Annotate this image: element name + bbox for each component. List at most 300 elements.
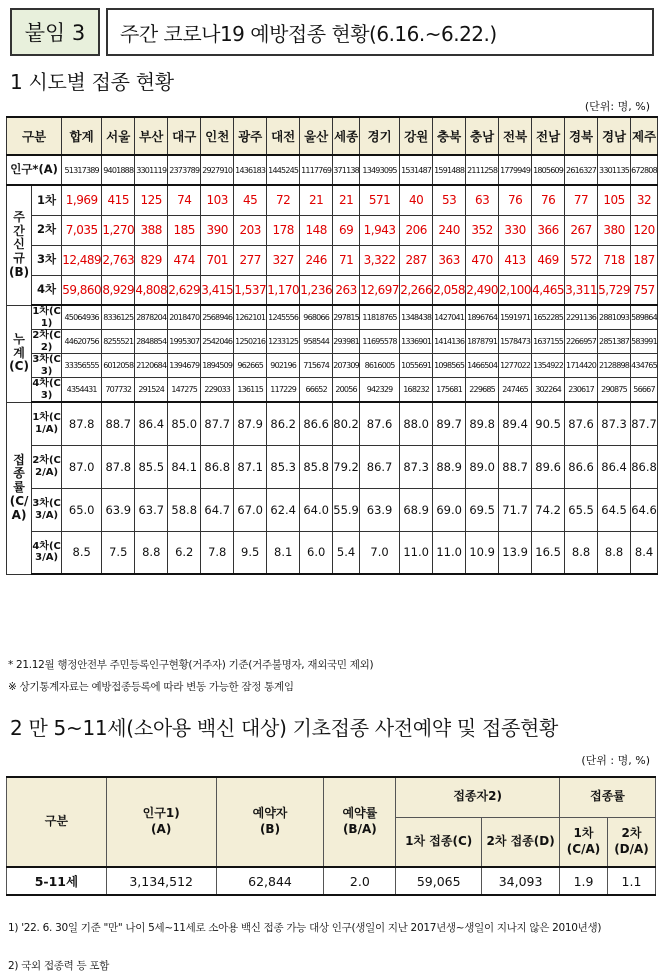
header-region: 광주 <box>234 117 267 155</box>
table-cell: 63.9 <box>360 488 400 531</box>
table-cell: 187 <box>631 245 658 275</box>
table-cell: 63 <box>466 185 499 215</box>
table-cell: 1,969 <box>62 185 102 215</box>
table-cell: 13.9 <box>499 531 532 574</box>
table-cell: 1,943 <box>360 215 400 245</box>
table-row <box>7 531 658 574</box>
table-cell: 4,808 <box>135 275 168 305</box>
row-label: 4차(C3/A) <box>32 531 62 574</box>
table-cell: 1531487 <box>400 155 433 185</box>
table-cell: 1578473 <box>499 330 532 354</box>
table-cell: 707732 <box>102 378 135 403</box>
table-cell: 571 <box>360 185 400 215</box>
table-cell: 380 <box>598 215 631 245</box>
table-cell: 44620756 <box>62 330 102 354</box>
header-region: 경기 <box>360 117 400 155</box>
table-cell: 56667 <box>631 378 658 403</box>
table-row <box>7 185 658 215</box>
table-cell: 942329 <box>360 378 400 403</box>
table-cell: 69 <box>333 215 360 245</box>
table-cell: 297815 <box>333 305 360 330</box>
table-cell: 69.0 <box>433 488 466 531</box>
table-cell: 474 <box>168 245 201 275</box>
t2-header-population: 인구1) (A) <box>106 777 216 867</box>
table-cell: 230617 <box>565 378 598 403</box>
table-cell: 51317389 <box>62 155 102 185</box>
regional-vaccination-table <box>6 116 658 575</box>
table-cell: 413 <box>499 245 532 275</box>
table-cell: 5.4 <box>333 531 360 574</box>
table-cell: 2128898 <box>598 354 631 378</box>
table-header-row <box>7 117 658 155</box>
table-row <box>7 305 658 330</box>
table-cell: 1336901 <box>400 330 433 354</box>
footnote-overseas: 2) 국외 접종력 등 포함 <box>8 960 110 972</box>
table-cell: 962665 <box>234 354 267 378</box>
row-label: 3차(C3/A) <box>32 488 62 531</box>
row-label: 1차 <box>32 185 62 215</box>
table-cell: 89.7 <box>433 402 466 445</box>
table-cell: 5,729 <box>598 275 631 305</box>
table-cell: 2,266 <box>400 275 433 305</box>
t2-header-reservation-rate: 예약률 (B/A) <box>324 777 396 867</box>
table-cell: 16.5 <box>532 531 565 574</box>
table-cell: 1414136 <box>433 330 466 354</box>
table-row <box>7 354 658 378</box>
table-cell: 88.9 <box>433 445 466 488</box>
table-cell: 85.3 <box>267 445 300 488</box>
table-cell: 86.8 <box>631 445 658 488</box>
table-cell: 589864 <box>631 305 658 330</box>
table-cell: 572 <box>565 245 598 275</box>
t2-header-rate2: 2차 (D/A) <box>607 817 655 867</box>
table-cell: 1250216 <box>234 330 267 354</box>
table-cell: 64.7 <box>201 488 234 531</box>
header-region: 세종 <box>333 117 360 155</box>
table-cell: 168232 <box>400 378 433 403</box>
header-category: 구분 <box>7 117 62 155</box>
table-cell: 86.7 <box>360 445 400 488</box>
table-cell: 302264 <box>532 378 565 403</box>
table-cell: 206 <box>400 215 433 245</box>
table-cell: 2542046 <box>201 330 234 354</box>
table-cell: 434765 <box>631 354 658 378</box>
table-cell: 1878791 <box>466 330 499 354</box>
table-cell: 74 <box>168 185 201 215</box>
table-cell: 2,490 <box>466 275 499 305</box>
header-region: 부산 <box>135 117 168 155</box>
table-cell: 1117769 <box>300 155 333 185</box>
table-cell: 87.1 <box>234 445 267 488</box>
table-cell: 10.9 <box>466 531 499 574</box>
table-cell: 1894509 <box>201 354 234 378</box>
table-cell: 69.5 <box>466 488 499 531</box>
table-cell: 66652 <box>300 378 333 403</box>
table-cell: 84.1 <box>168 445 201 488</box>
table-cell: 8.4 <box>631 531 658 574</box>
table-cell: 72 <box>267 185 300 215</box>
table-cell: 9401888 <box>102 155 135 185</box>
table-cell: 178 <box>267 215 300 245</box>
table-cell: 86.6 <box>300 402 333 445</box>
table-cell: 8336125 <box>102 305 135 330</box>
table-cell: 136115 <box>234 378 267 403</box>
table-cell: 352 <box>466 215 499 245</box>
section1-title: 1 시도별 접종 현황 <box>10 70 174 94</box>
table-cell: 1245556 <box>267 305 300 330</box>
table-cell: 390 <box>201 215 234 245</box>
table-cell: 1805609 <box>532 155 565 185</box>
table-cell: 2266957 <box>565 330 598 354</box>
table-cell: 2,629 <box>168 275 201 305</box>
row-label: 3차(C3) <box>32 354 61 377</box>
table-cell: 11.0 <box>433 531 466 574</box>
table-cell: 64.0 <box>300 488 333 531</box>
table-row <box>7 155 658 185</box>
table-cell: 371138 <box>333 155 360 185</box>
t2-cell-category: 5-11세 <box>7 867 107 895</box>
table-cell: 2881093 <box>598 305 631 330</box>
page-title: 주간 코로나19 예방접종 현황(6.16.~6.22.) <box>106 8 654 56</box>
table-cell: 74.2 <box>532 488 565 531</box>
table-cell: 87.6 <box>360 402 400 445</box>
table-cell: 7.5 <box>102 531 135 574</box>
table-cell: 87.3 <box>598 402 631 445</box>
table-row <box>7 488 658 531</box>
table-cell: 2851387 <box>598 330 631 354</box>
row-label: 3차 <box>32 245 62 275</box>
table-cell: 33356555 <box>62 354 102 378</box>
table-cell: 6.2 <box>168 531 201 574</box>
table-cell: 86.8 <box>201 445 234 488</box>
table-cell: 1436183 <box>234 155 267 185</box>
footnote-provisional: ※ 상기통계자료는 예방접종등록에 따라 변동 가능한 잠정 통계임 <box>8 681 294 693</box>
table-cell: 86.4 <box>598 445 631 488</box>
table-cell: 71 <box>333 245 360 275</box>
table-cell: 87.0 <box>62 445 102 488</box>
section2-unit: (단위 : 명, %) <box>581 754 650 767</box>
table-cell: 2848854 <box>135 330 168 354</box>
table-cell: 87.7 <box>631 402 658 445</box>
table-cell: 3301135 <box>598 155 631 185</box>
table-cell: 2291136 <box>565 305 598 330</box>
table-cell: 85.5 <box>135 445 168 488</box>
table-cell: 330 <box>499 215 532 245</box>
table-cell: 327 <box>267 245 300 275</box>
t2-header-reserved: 예약자 (B) <box>216 777 324 867</box>
table-cell: 388 <box>135 215 168 245</box>
table-cell: 80.2 <box>333 402 360 445</box>
table-cell: 2,763 <box>102 245 135 275</box>
table-cell: 71.7 <box>499 488 532 531</box>
table-cell: 1,170 <box>267 275 300 305</box>
table-cell: 207309 <box>333 354 360 378</box>
table-cell: 85.0 <box>168 402 201 445</box>
table-cell: 246 <box>300 245 333 275</box>
table-cell: 11695578 <box>360 330 400 354</box>
table-cell: 32 <box>631 185 658 215</box>
table-cell: 757 <box>631 275 658 305</box>
table-cell: 40 <box>400 185 433 215</box>
table-cell: 7.0 <box>360 531 400 574</box>
header-region: 서울 <box>102 117 135 155</box>
table-cell: 87.3 <box>400 445 433 488</box>
table-cell: 1445245 <box>267 155 300 185</box>
table-cell: 415 <box>102 185 135 215</box>
page-header <box>10 8 654 56</box>
row-label: 4차(C3) <box>32 378 61 401</box>
table-cell: 117229 <box>267 378 300 403</box>
table-cell: 1233125 <box>267 330 300 354</box>
table-cell: 53 <box>433 185 466 215</box>
header-region: 전북 <box>499 117 532 155</box>
t2-header-vaccinated: 접종자2) <box>396 777 560 817</box>
table-cell: 76 <box>532 185 565 215</box>
table-cell: 103 <box>201 185 234 215</box>
table-cell: 583991 <box>631 330 658 354</box>
table-cell: 829 <box>135 245 168 275</box>
row-label: 2차(C2/A) <box>32 445 62 488</box>
table-cell: 718 <box>598 245 631 275</box>
table-cell: 1652285 <box>532 305 565 330</box>
table-cell: 77 <box>565 185 598 215</box>
t2-cell-reservation-rate: 2.0 <box>324 867 396 895</box>
table-cell: 1,270 <box>102 215 135 245</box>
table-row <box>7 275 658 305</box>
table-cell: 1591488 <box>433 155 466 185</box>
table-cell: 6.0 <box>300 531 333 574</box>
table-cell: 1995307 <box>168 330 201 354</box>
t2-cell-rate1: 1.9 <box>560 867 608 895</box>
table-cell: 87.8 <box>62 402 102 445</box>
header-region: 대구 <box>168 117 201 155</box>
table-cell: 148 <box>300 215 333 245</box>
table-cell: 7.8 <box>201 531 234 574</box>
table-cell: 3,322 <box>360 245 400 275</box>
group-label-weekly: 주간신규(B) <box>7 185 32 305</box>
attachment-badge: 붙임 3 <box>10 8 100 56</box>
t2-cell-dose1: 59,065 <box>396 867 482 895</box>
table-cell: 1896764 <box>466 305 499 330</box>
table-cell: 470 <box>466 245 499 275</box>
table-cell: 1,236 <box>300 275 333 305</box>
table-cell: 13493095 <box>360 155 400 185</box>
table-cell: 293981 <box>333 330 360 354</box>
table-cell: 65.5 <box>565 488 598 531</box>
table-cell: 263 <box>333 275 360 305</box>
table-cell: 247465 <box>499 378 532 403</box>
table-cell: 88.7 <box>499 445 532 488</box>
table-cell: 105 <box>598 185 631 215</box>
table-cell: 89.8 <box>466 402 499 445</box>
table-cell: 2927910 <box>201 155 234 185</box>
row-label-population: 인구*(A) <box>7 155 62 185</box>
table-cell: 3301119 <box>135 155 168 185</box>
table-cell: 2120684 <box>135 354 168 378</box>
table-cell: 1348438 <box>400 305 433 330</box>
footnote-population: * 21.12월 행정안전부 주민등록인구현황(거주자) 기준(거주불명자, 재외국민 제외) <box>8 659 374 671</box>
table-cell: 87.8 <box>102 445 135 488</box>
table-cell: 20056 <box>333 378 360 403</box>
table-cell: 65.0 <box>62 488 102 531</box>
table-cell: 1262101 <box>234 305 267 330</box>
table-cell: 203 <box>234 215 267 245</box>
table-cell: 366 <box>532 215 565 245</box>
table-cell: 89.4 <box>499 402 532 445</box>
header-region: 강원 <box>400 117 433 155</box>
table-cell: 21 <box>300 185 333 215</box>
table-row <box>7 445 658 488</box>
table-cell: 59,860 <box>62 275 102 305</box>
table-cell: 12,489 <box>62 245 102 275</box>
table-cell: 2,100 <box>499 275 532 305</box>
table-cell: 1427041 <box>433 305 466 330</box>
table-cell: 68.9 <box>400 488 433 531</box>
table-cell: 1277022 <box>499 354 532 378</box>
table-cell: 3,415 <box>201 275 234 305</box>
table-cell: 58.8 <box>168 488 201 531</box>
table-cell: 958544 <box>300 330 333 354</box>
table-cell: 120 <box>631 215 658 245</box>
table-cell: 6012058 <box>102 354 135 378</box>
t2-cell-reserved: 62,844 <box>216 867 324 895</box>
table-cell: 12,697 <box>360 275 400 305</box>
table-cell: 147275 <box>168 378 201 403</box>
table-cell: 1098565 <box>433 354 466 378</box>
table-row <box>7 402 658 445</box>
t2-header-rate1: 1차 (C/A) <box>560 817 608 867</box>
table-row <box>7 215 658 245</box>
t2-cell-rate2: 1.1 <box>607 867 655 895</box>
table-cell: 8255521 <box>102 330 135 354</box>
t2-header-rate: 접종률 <box>560 777 656 817</box>
table-cell: 8.8 <box>598 531 631 574</box>
section1-unit: (단위: 명, %) <box>584 100 650 113</box>
table-cell: 4354431 <box>62 378 102 403</box>
table-cell: 290875 <box>598 378 631 403</box>
table-cell: 64.6 <box>631 488 658 531</box>
table-cell: 8.5 <box>62 531 102 574</box>
table-cell: 1637155 <box>532 330 565 354</box>
table-cell: 277 <box>234 245 267 275</box>
table-cell: 87.6 <box>565 402 598 445</box>
table-cell: 45064936 <box>62 305 102 330</box>
header-region: 경북 <box>565 117 598 155</box>
table-cell: 2018470 <box>168 305 201 330</box>
table-cell: 89.0 <box>466 445 499 488</box>
table-cell: 672808 <box>631 155 658 185</box>
header-region: 경남 <box>598 117 631 155</box>
table-cell: 2,058 <box>433 275 466 305</box>
table-cell: 363 <box>433 245 466 275</box>
group-label-cumulative: 누계(C) <box>7 305 32 402</box>
table-cell: 2568946 <box>201 305 234 330</box>
table-cell: 21 <box>333 185 360 215</box>
table-cell: 7,035 <box>62 215 102 245</box>
table-cell: 287 <box>400 245 433 275</box>
table-row <box>7 867 656 895</box>
table-cell: 4,465 <box>532 275 565 305</box>
table-cell: 902196 <box>267 354 300 378</box>
table-cell: 88.7 <box>102 402 135 445</box>
table-cell: 89.6 <box>532 445 565 488</box>
table-cell: 2616327 <box>565 155 598 185</box>
table-cell: 229033 <box>201 378 234 403</box>
table-cell: 8.8 <box>135 531 168 574</box>
table-row <box>7 245 658 275</box>
table-cell: 8616005 <box>360 354 400 378</box>
table-cell: 63.7 <box>135 488 168 531</box>
table-cell: 291524 <box>135 378 168 403</box>
t2-cell-dose2: 34,093 <box>482 867 560 895</box>
table-cell: 2111258 <box>466 155 499 185</box>
group-label-rate: 접종률(C/A) <box>7 402 32 574</box>
table-cell: 87.7 <box>201 402 234 445</box>
table-row <box>7 378 658 403</box>
child-vaccination-table <box>6 776 656 896</box>
table-cell: 1,537 <box>234 275 267 305</box>
table-cell: 62.4 <box>267 488 300 531</box>
t2-header-category: 구분 <box>7 777 107 867</box>
header-region: 울산 <box>300 117 333 155</box>
footnote-child-population: 1) '22. 6. 30일 기준 "만" 나이 5세~11세로 소아용 백신 접종 가능 대상 인구(생일이 지난 2017년생~생일이 지나지 않은 2010년생) <box>8 922 602 934</box>
t2-header-dose2: 2차 접종(D) <box>482 817 560 867</box>
table-cell: 90.5 <box>532 402 565 445</box>
table-cell: 267 <box>565 215 598 245</box>
table-cell: 45 <box>234 185 267 215</box>
table-cell: 11.0 <box>400 531 433 574</box>
row-label: 4차 <box>32 275 62 305</box>
table-cell: 715674 <box>300 354 333 378</box>
t2-cell-population: 3,134,512 <box>106 867 216 895</box>
table-cell: 229685 <box>466 378 499 403</box>
table-cell: 76 <box>499 185 532 215</box>
table-cell: 63.9 <box>102 488 135 531</box>
table-cell: 55.9 <box>333 488 360 531</box>
table-cell: 3,311 <box>565 275 598 305</box>
table-cell: 9.5 <box>234 531 267 574</box>
header-region: 충북 <box>433 117 466 155</box>
table-cell: 11818765 <box>360 305 400 330</box>
table-cell: 64.5 <box>598 488 631 531</box>
table-cell: 1591971 <box>499 305 532 330</box>
header-region: 충남 <box>466 117 499 155</box>
table-row <box>7 330 658 354</box>
header-region: 전남 <box>532 117 565 155</box>
table-cell: 67.0 <box>234 488 267 531</box>
table-cell: 240 <box>433 215 466 245</box>
table-cell: 968066 <box>300 305 333 330</box>
table-cell: 79.2 <box>333 445 360 488</box>
table-cell: 1779949 <box>499 155 532 185</box>
header-region: 대전 <box>267 117 300 155</box>
table-cell: 8.8 <box>565 531 598 574</box>
table-cell: 1055691 <box>400 354 433 378</box>
table-cell: 87.9 <box>234 402 267 445</box>
table-cell: 125 <box>135 185 168 215</box>
table-cell: 1354922 <box>532 354 565 378</box>
row-label: 2차 <box>32 215 62 245</box>
table-cell: 86.6 <box>565 445 598 488</box>
table-cell: 88.0 <box>400 402 433 445</box>
row-label: 2차(C2) <box>32 330 61 353</box>
header-region: 인천 <box>201 117 234 155</box>
row-label: 1차(C1/A) <box>32 402 62 445</box>
table-cell: 8.1 <box>267 531 300 574</box>
header-region: 합계 <box>62 117 102 155</box>
table-cell: 701 <box>201 245 234 275</box>
header-region: 제주 <box>631 117 658 155</box>
